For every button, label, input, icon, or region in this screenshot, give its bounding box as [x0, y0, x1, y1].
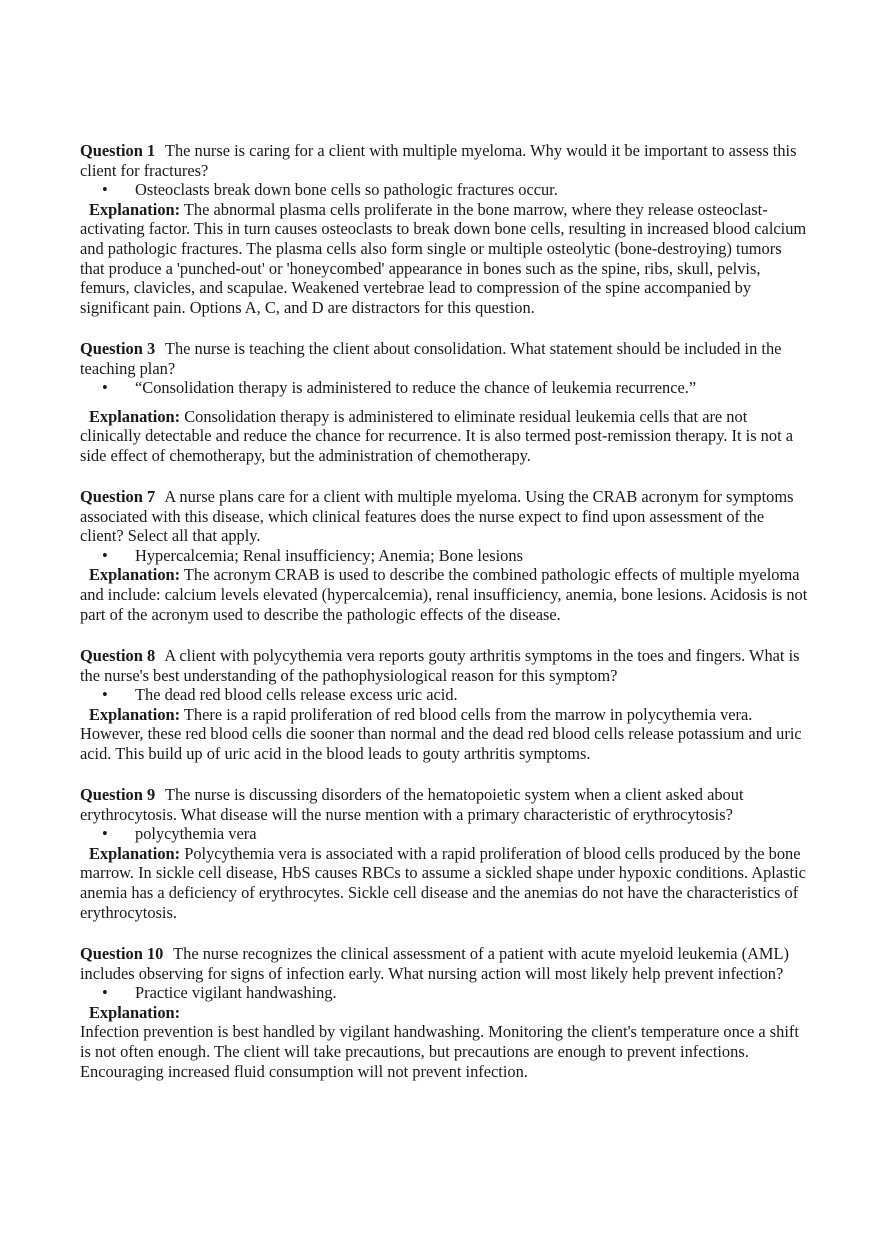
explanation-text: Infection prevention is best handled by vigilant handwashing. Monitoring the client's temperature once a shift is not often enough. The client will take precautions, but precautions are enough to prevent infections. Encouraging increased fluid consumption will not prevent infection. [80, 1022, 799, 1081]
answer-text: Hypercalcemia; Renal insufficiency; Anemia; Bone lesions [135, 545, 523, 565]
explanation-label: Explanation: [89, 1002, 181, 1022]
question-block-9 [80, 785, 810, 922]
question-text: The nurse is caring for a client with multiple myeloma. Why would it be important to assess this client for fractures? [80, 141, 797, 180]
answer-item [80, 983, 810, 1003]
explanation [80, 844, 810, 922]
explanation-text: Polycythemia vera is associated with a rapid proliferation of blood cells produced by the bone marrow. In sickle cell disease, HbS causes RBCs to assume a sickled shape under hypoxic conditions. Aplastic anemia has a deficiency of erythrocytes. Sickle cell disease and the anemias do not have the characteristics of erythrocytosis. [80, 843, 806, 922]
answer-item [80, 685, 810, 705]
question-prompt [80, 785, 810, 824]
question-number: Question 9 [80, 785, 156, 804]
answer-text: polycythemia vera [135, 824, 257, 844]
question-block-1 [80, 141, 810, 317]
question-number: Question 3 [80, 339, 156, 358]
bullet-icon: • [102, 685, 108, 705]
answer-item [80, 546, 810, 566]
question-block-10 [80, 944, 810, 1081]
question-number: Question 1 [80, 141, 156, 160]
explanation-text: The abnormal plasma cells proliferate in the bone marrow, where they release osteoclast-activating factor. This in turn causes osteoclasts to break down bone cells, resulting in increased blood calcium and pathologic fractures. The plasma cells also form single or multiple osteolytic (bone-destroying) tumors that produce a 'punched-out' or 'honeycombed' appearance in bones such as the spine, ribs, skull, pelvis, femurs, clavicles, and scapulae. Weakened vertebrae lead to compression of the spine accompanied by significant pain. Options A, C, and D are distractors for this question. [80, 199, 807, 317]
question-block-7 [80, 487, 810, 624]
bullet-icon: • [102, 983, 108, 1003]
explanation [80, 407, 810, 466]
bullet-icon: • [102, 378, 108, 398]
explanation-text: Consolidation therapy is administered to eliminate residual leukemia cells that are not clinically detectable and reduce the chance for recurrence. It is also termed post-remission therapy. It is not a side effect of chemotherapy, but the administration of chemotherapy. [80, 406, 793, 465]
explanation-text: There is a rapid proliferation of red blood cells from the marrow in polycythemia vera. However, these red blood cells die sooner than normal and the dead red blood cells release potassium and uric acid. This build up of uric acid in the blood leads to gouty arthritis symptoms. [80, 704, 802, 763]
question-number: Question 8 [80, 646, 156, 665]
question-prompt [80, 944, 810, 983]
question-block-8 [80, 646, 810, 764]
question-text: The nurse is discussing disorders of the hematopoietic system when a client asked about erythrocytosis. What disease will the nurse mention with a primary characteristic of erythrocytosis? [80, 785, 744, 824]
answer-text: Practice vigilant handwashing. [135, 983, 337, 1003]
answer-text: “Consolidation therapy is administered to reduce the chance of leukemia recurrence.” [135, 378, 697, 398]
answer-item [80, 378, 810, 398]
explanation [80, 565, 810, 624]
question-text: The nurse recognizes the clinical assessment of a patient with acute myeloid leukemia (AML) includes observing for signs of infection early. What nursing action will most likely help prevent infection? [80, 944, 789, 983]
question-number: Question 10 [80, 944, 164, 963]
bullet-icon: • [102, 180, 108, 200]
explanation-label: Explanation: [89, 565, 181, 585]
answer-item [80, 180, 810, 200]
explanation-text: The acronym CRAB is used to describe the combined pathologic effects of multiple myeloma and include: calcium levels elevated (hypercalcemia), renal insufficiency, anemia, bone lesions. Acidosis is not part of the acronym used to describe the pathologic effects of the disease. [80, 565, 808, 624]
question-prompt [80, 141, 810, 180]
explanation-label: Explanation: [89, 199, 181, 219]
explanation-label: Explanation: [89, 843, 181, 863]
question-prompt [80, 339, 810, 378]
explanation [80, 200, 810, 318]
question-block-3 [80, 339, 810, 466]
answer-text: The dead red blood cells release excess uric acid. [135, 685, 458, 705]
question-prompt [80, 646, 810, 685]
explanation [80, 705, 810, 764]
answer-item [80, 824, 810, 844]
answer-text: Osteoclasts break down bone cells so pathologic fractures occur. [135, 180, 558, 200]
bullet-icon: • [102, 545, 108, 565]
question-number: Question 7 [80, 487, 156, 506]
bullet-icon: • [102, 824, 108, 844]
explanation-label: Explanation: [89, 406, 181, 426]
question-text: A nurse plans care for a client with multiple myeloma. Using the CRAB acronym for symptoms associated with this disease, which clinical features does the nurse expect to find upon assessment of the client? Select all that apply. [80, 487, 794, 546]
question-prompt [80, 487, 810, 546]
question-text: A client with polycythemia vera reports gouty arthritis symptoms in the toes and fingers. What is the nurse's best understanding of the pathophysiological reason for this symptom? [80, 646, 800, 685]
question-text: The nurse is teaching the client about consolidation. What statement should be included in the teaching plan? [80, 339, 782, 378]
explanation-label: Explanation: [89, 704, 181, 724]
